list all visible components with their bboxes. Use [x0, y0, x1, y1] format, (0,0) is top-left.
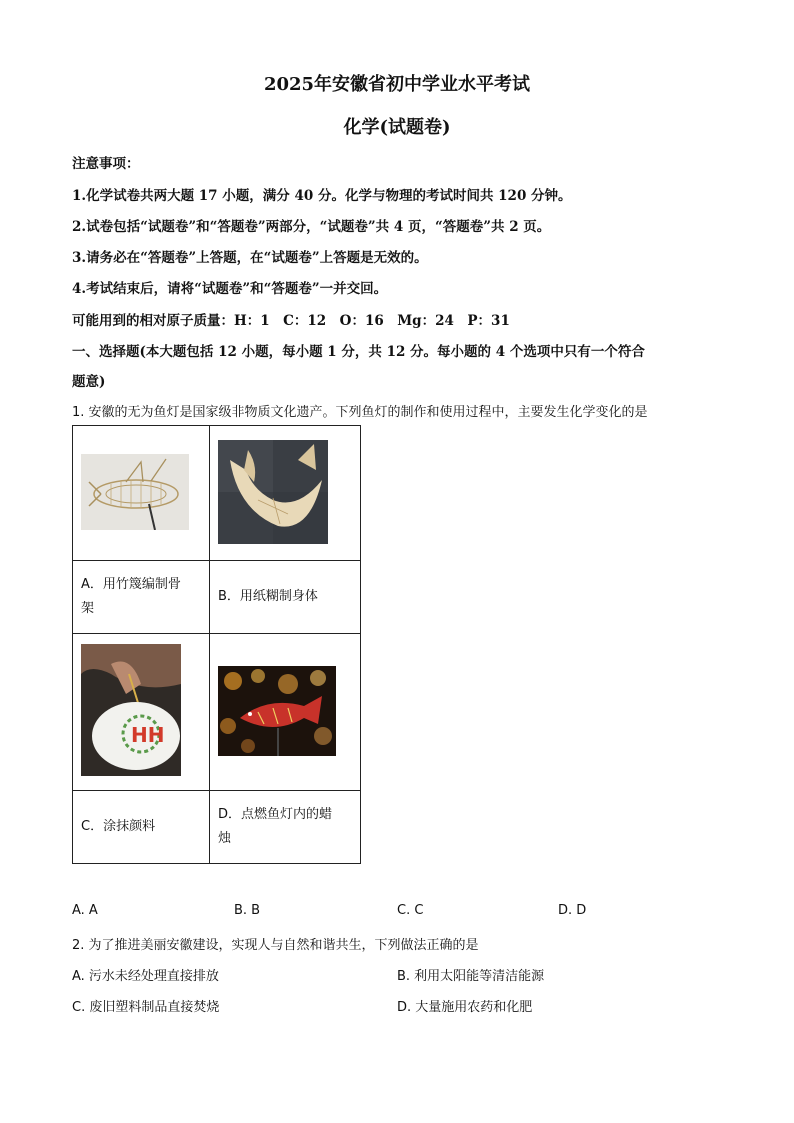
notes-heading: 注意事项：	[72, 156, 140, 172]
question-2-stem: 2. 为了推进美丽安徽建设，实现人与自然和谐共生，下列做法正确的是	[72, 938, 479, 953]
section-heading-line1: 一、选择题(本大题包括 12 小题，每小题 1 分，共 12 分。每小题的 4 个选项中只有一个符合	[72, 344, 645, 360]
section-heading-line2: 题意)	[72, 374, 106, 390]
option-b-image-cell	[210, 426, 361, 561]
q1-answer-d[interactable]: D. D	[558, 903, 587, 918]
q2-option-d[interactable]: D. 大量施用农药和化肥	[397, 1000, 533, 1015]
option-c-image-cell	[73, 634, 210, 791]
option-d-image-cell	[210, 634, 361, 791]
bamboo-frame-image	[81, 454, 189, 530]
q1-answer-c[interactable]: C. C	[397, 903, 424, 918]
q1-answer-b[interactable]: B. B	[234, 903, 261, 918]
paper-fish-image	[218, 440, 328, 544]
option-a-caption: A．用竹篾编制骨 架	[73, 561, 210, 634]
q1-answer-a[interactable]: A. A	[72, 903, 98, 918]
question-1-options-table	[72, 425, 361, 864]
q2-option-c[interactable]: C. 废旧塑料制品直接焚烧	[72, 1000, 220, 1015]
note-item-1: 1.化学试卷共两大题 17 小题，满分 40 分。化学与物理的考试时间共 120 分钟。	[72, 188, 572, 204]
painting-lantern-image	[81, 644, 181, 776]
note-item-4: 4.考试结束后，请将“试题卷”和“答题卷”一并交回。	[72, 281, 388, 297]
option-c-caption: C．涂抹颜料	[73, 791, 210, 864]
option-b-caption: B．用纸糊制身体	[210, 561, 361, 634]
svg-text:HH: HH	[131, 723, 165, 747]
option-a-image-cell	[73, 426, 210, 561]
exam-subtitle: 化学(试题卷)	[343, 117, 451, 138]
option-d-caption: D．点燃鱼灯内的蜡 烛	[210, 791, 361, 864]
atomic-mass-line: 可能用到的相对原子质量：H：1 C：12 O：16 Mg：24 P：31	[72, 313, 510, 329]
exam-title: 2025年安徽省初中学业水平考试	[263, 74, 531, 95]
q2-option-a[interactable]: A. 污水未经处理直接排放	[72, 969, 219, 984]
lit-fish-lantern-image	[218, 666, 336, 756]
q2-option-b[interactable]: B. 利用太阳能等清洁能源	[397, 969, 545, 984]
note-item-2: 2.试卷包括“试题卷”和“答题卷”两部分，“试题卷”共 4 页，“答题卷”共 2 页。	[72, 219, 551, 235]
question-1-stem: 1. 安徽的无为鱼灯是国家级非物质文化遗产。下列鱼灯的制作和使用过程中，主要发生化学变化的是	[72, 405, 648, 420]
note-item-3: 3.请务必在“答题卷”上答题，在“试题卷”上答题是无效的。	[72, 250, 428, 266]
